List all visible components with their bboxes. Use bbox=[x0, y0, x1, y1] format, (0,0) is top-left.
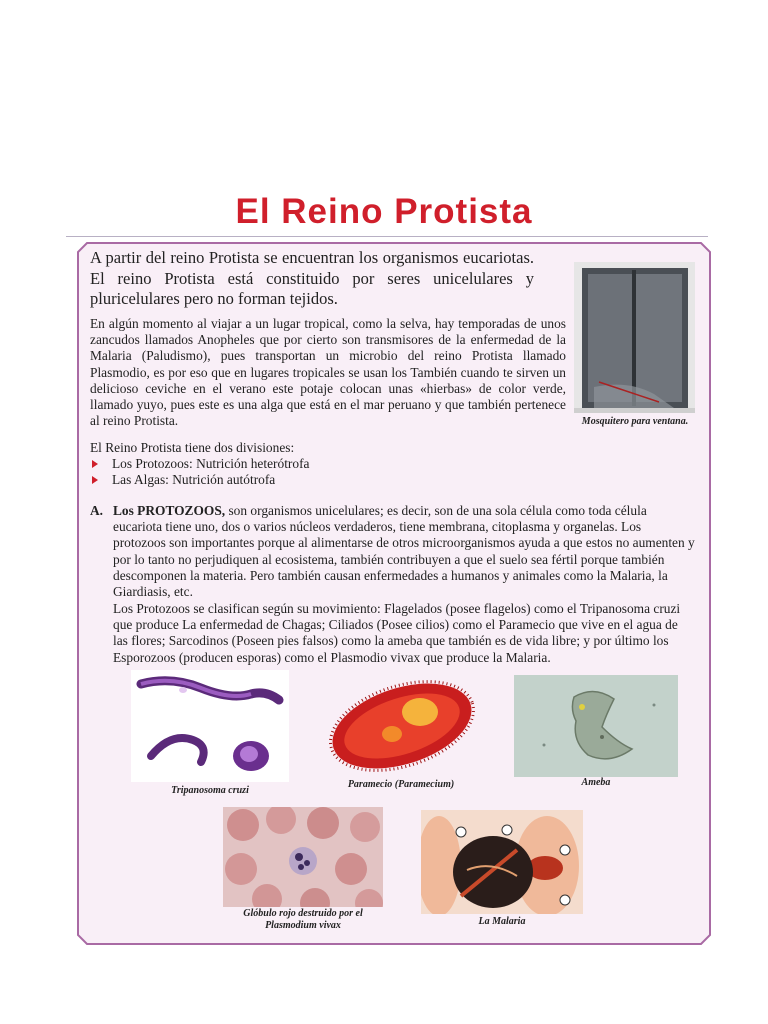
section-a-text: Los PROTOZOOS, son organismos unicelulares; es decir, son de una sola célula como toda célula eucariota tiene uno, dos o varios núcleos verdaderos, tiene membrana, citoplasma y organelas. Los protozoos son importantes porque al alimentarse de otros microorganismos ayuda a que estos no aumenten y por lo tanto no perjudiquen al ecosistema, también contribuyen a que el suelo sea fértil porque también descomponen la materia. Pero también causan enfermedades a humanos y animales como la Malaria, la Giardiasis, etc. bbox=[113, 503, 695, 600]
ameba-image bbox=[514, 675, 678, 777]
list-item: Las Algas: Nutrición autótrofa bbox=[90, 472, 309, 488]
section-a-classification: Los Protozoos se clasifican según su movimiento: Flagelados (posee flagelos) como el Tripanosoma cruzi que produce La enfermedad de Chagas; Ciliados (Posee cilios) como el Paramecio que vive en el agua de las flores; Sarcodinos (Poseen pies falsos) como la ameba que también es de vida libre; y por último los Esporozoos (producen esporas) como el Plasmodio vivax que produce la Malaria. bbox=[113, 601, 681, 665]
divisions-list bbox=[90, 456, 309, 488]
bullet-icon bbox=[92, 460, 98, 468]
bullet-icon bbox=[92, 476, 98, 484]
list-item: Los Protozoos: Nutrición heterótrofa bbox=[90, 456, 309, 472]
tripanosoma-image bbox=[131, 670, 289, 782]
tripanosoma-caption: Tripanosoma cruzi bbox=[171, 785, 249, 796]
divisions-intro: El Reino Protista tiene dos divisiones: bbox=[90, 440, 295, 455]
ameba-caption: Ameba bbox=[581, 777, 611, 788]
section-a-heading: Los PROTOZOOS, bbox=[113, 503, 226, 518]
paragraph-1: En algún momento al viajar a un lugar tropical, como la selva, hay temporadas de unos zancudos llamados Anopheles que por cierto son transmisores de la enfermedad de la Malaria (Paludismo), pues transportan un microbio del reino Protista llamado Plasmodio, es por eso que en lugares tropicales se usan los También cuando te sirven un delicioso ceviche en el verano este potaje colocan unas «hierbas» de color verde, llamado yuyo, pues este es una alga que está en el mar peruano y que también pertenece al reino Protista. bbox=[90, 316, 566, 429]
malaria-caption: La Malaria bbox=[478, 916, 526, 927]
intro-text: A partir del reino Protista se encuentran los organismos eucariotas. El reino Protista está constituido por seres unicelulares y pluricelulares pero no forman tejidos. bbox=[90, 248, 534, 308]
page-title: El Reino Protista bbox=[235, 192, 533, 231]
section-a-letter: A. bbox=[90, 503, 104, 518]
red-blood-cell-caption: Glóbulo rojo destruido por el Plasmodium vivax bbox=[243, 908, 363, 931]
paramecio-caption: Paramecio (Paramecium) bbox=[347, 779, 455, 790]
malaria-image bbox=[421, 810, 583, 914]
red-blood-cell-image bbox=[223, 807, 383, 907]
paramecio-image bbox=[322, 672, 480, 778]
title-divider bbox=[66, 236, 708, 237]
mosquito-caption: Mosquitero para ventana. bbox=[581, 416, 689, 427]
mosquito-net-photo bbox=[574, 262, 695, 413]
